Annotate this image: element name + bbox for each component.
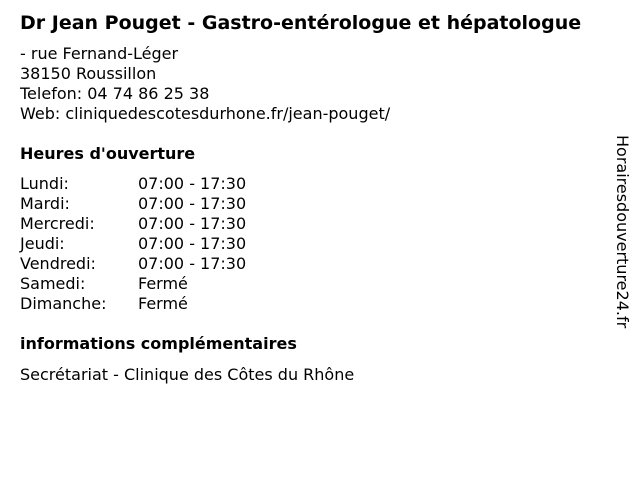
additional-info-text: Secrétariat - Clinique des Côtes du Rhône <box>20 365 355 384</box>
hours-row-thursday <box>20 234 340 254</box>
street-address: - rue Fernand-Léger <box>20 44 179 63</box>
time-value: Fermé <box>138 274 188 293</box>
time-value: 07:00 - 17:30 <box>138 174 247 193</box>
time-value: Fermé <box>138 294 188 313</box>
hours-row-friday <box>20 254 340 274</box>
day-label: Mercredi: <box>20 214 95 233</box>
contact-block <box>20 44 390 124</box>
opening-hours-table <box>20 174 340 314</box>
day-label: Lundi: <box>20 174 69 193</box>
phone-number: Telefon: 04 74 86 25 38 <box>20 84 210 103</box>
day-label: Mardi: <box>20 194 70 213</box>
additional-info-heading: informations complémentaires <box>20 334 297 353</box>
time-value: 07:00 - 17:30 <box>138 234 247 253</box>
hours-row-monday <box>20 174 340 194</box>
hours-row-sunday <box>20 294 340 314</box>
day-label: Jeudi: <box>20 234 65 253</box>
day-label: Samedi: <box>20 274 86 293</box>
opening-hours-heading: Heures d'ouverture <box>20 144 196 163</box>
hours-row-saturday <box>20 274 340 294</box>
page-title: Dr Jean Pouget - Gastro-entérologue et hépatologue <box>20 12 582 34</box>
site-watermark: Horairesdouverture24.fr <box>613 135 632 329</box>
website-link[interactable]: Web: cliniquedescotesdurhone.fr/jean-pouget/ <box>20 104 391 123</box>
time-value: 07:00 - 17:30 <box>138 214 247 233</box>
day-label: Dimanche: <box>20 294 107 313</box>
day-label: Vendredi: <box>20 254 96 273</box>
hours-row-wednesday <box>20 214 340 234</box>
city-postcode: 38150 Roussillon <box>20 64 157 83</box>
time-value: 07:00 - 17:30 <box>138 194 247 213</box>
hours-row-tuesday <box>20 194 340 214</box>
time-value: 07:00 - 17:30 <box>138 254 247 273</box>
